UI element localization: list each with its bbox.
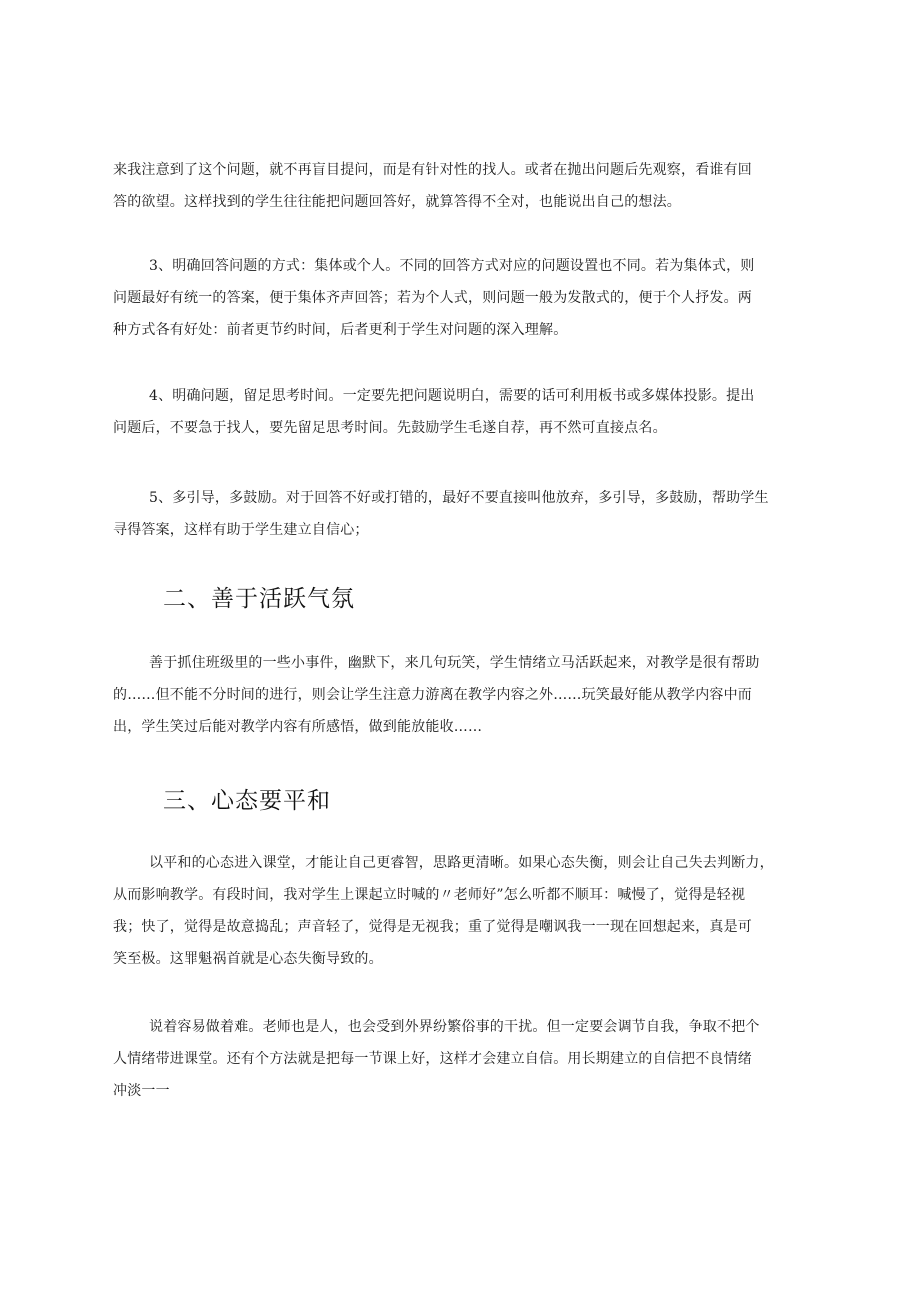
text-line: 冲淡一一 — [113, 1083, 170, 1099]
text-line: 出，学生笑过后能对教学内容有所感悟，做到能放能收…… — [113, 719, 483, 735]
paragraph-calm-mindset — [113, 847, 813, 975]
text-line: 问题后，不要急于找人，要先留足思考时间。先鼓励学生毛遂自荐，再不然可直接点名。 — [113, 420, 667, 436]
paragraph-questioning-targets — [113, 154, 813, 218]
text-line: 我；快了，觉得是故意捣乱；声音轻了，觉得是无视我；重了觉得是嘲讽我一一现在回想起来，真是可 — [113, 919, 752, 935]
paragraph-point-5 — [113, 482, 813, 546]
text-line: 5、多引导，多鼓励。对于回答不好或打错的，最好不要直接叫他放弃，多引导，多鼓励，帮助学生 — [149, 490, 769, 506]
text-line: 人情绪带进课堂。还有个方法就是把每一节课上好，这样才会建立自信。用长期建立的自信把不良情绪 — [113, 1051, 752, 1067]
text-line: 的……但不能不分时间的进行，则会让学生注意力游离在教学内容之外……玩笑最好能从教学内容中而 — [113, 687, 752, 703]
text-line: 善于抓住班级里的一些小事件，幽默下，来几句玩笑，学生情绪立马活跃起来，对教学是很有帮助 — [149, 655, 760, 671]
text-line: 说着容易做着难。老师也是人，也会受到外界纷繁俗事的干扰。但一定要会调节自我，争取不把个 — [149, 1019, 760, 1035]
paragraph-point-3 — [113, 250, 813, 346]
paragraph-self-regulation — [113, 1011, 813, 1107]
text-line: 笑至极。这罪魁祸首就是心态失衡导致的。 — [113, 951, 383, 967]
text-line: 来我注意到了这个问题，就不再盲目提问，而是有针对性的找人。或者在抛出问题后先观察，看谁有回 — [113, 162, 752, 178]
text-line: 问题最好有统一的答案，便于集体齐声回答；若为个人式，则问题一般为发散式的，便于个人抒发。两 — [113, 290, 752, 306]
section-heading-two: 二、善于活跃气氛 — [163, 586, 355, 612]
text-line: 3、明确回答问题的方式：集体或个人。不同的回答方式对应的问题设置也不同。若为集体式，则 — [149, 258, 755, 274]
paragraph-lively-atmosphere — [113, 647, 813, 743]
text-line: 以平和的心态进入课堂，才能让自己更睿智，思路更清晰。如果心态失衡，则会让自己失去判断力， — [149, 855, 774, 871]
text-line: 答的欲望。这样找到的学生往往能把问题回答好，就算答得不全对，也能说出自己的想法。 — [113, 194, 681, 210]
text-line: 寻得答案，这样有助于学生建立自信心； — [113, 522, 369, 538]
text-line: 4、明确问题，留足思考时间。一定要先把问题说明白，需要的话可利用板书或多媒体投影。提出 — [149, 388, 755, 404]
text-line: 种方式各有好处：前者更节约时间，后者更利于学生对问题的深入理解。 — [113, 322, 568, 338]
text-line: 从而影响教学。有段时间，我对学生上课起立时喊的〃老师好”怎么听都不顺耳：喊慢了，觉得是轻视 — [113, 887, 746, 903]
paragraph-point-4 — [113, 380, 813, 444]
section-heading-three: 三、心态要平和 — [163, 788, 331, 814]
